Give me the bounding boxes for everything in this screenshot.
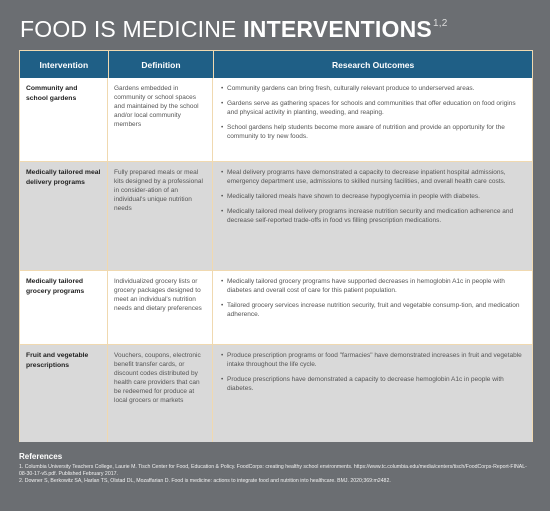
row-intervention: Medically tailored meal delivery programs <box>20 162 108 270</box>
row-intervention: Community and school gardens <box>20 78 108 161</box>
reference-item: 2. Downer S, Berkowitz SA, Harlan TS, Olstad DL, Mozaffarian D. Food is medicine: actions to integrate food and nutrition into healthcare. BMJ. 2020;369:m2482. <box>19 478 391 485</box>
table-row <box>20 270 532 344</box>
row-intervention: Fruit and vegetable prescriptions <box>20 345 108 442</box>
title-light: FOOD IS MEDICINE <box>20 16 237 42</box>
reference-item: 1. Columbia University Teachers College, Laurie M. Tisch Center for Food, Education & Policy. FoodCorps: creating healthy school environments. https://www.tc.columbia.edu/media/centers/tisch/FoodCorps-Report-FINAL-08-30-17-v5.pdf. Published February 2017. <box>19 464 527 478</box>
page-title <box>20 16 447 43</box>
outcome-item: • Community gardens can bring fresh, culturally relevant produce to underserved areas. <box>221 84 526 93</box>
title-bold: INTERVENTIONS <box>243 16 432 42</box>
table-header <box>20 51 532 78</box>
references <box>19 452 534 486</box>
outcome-item: • Produce prescription programs or food "farmacies" have demonstrated increases in fruit and vegetable intake throughout the life cycle. <box>221 351 526 369</box>
outcome-item: • Gardens serve as gathering spaces for schools and communities that offer education on food origins and physical activity in planting, weeding, and reaping. <box>221 99 526 117</box>
header-intervention: Intervention <box>20 51 109 78</box>
header-definition: Definition <box>109 51 215 78</box>
row-definition: Fully prepared meals or meal kits designed by a professional in consider-ation of an individual's unique nutrition needs <box>108 162 213 270</box>
interventions-table <box>19 50 533 442</box>
outcome-item: • Medically tailored meals have shown to decrease hypoglycemia in people with diabetes. <box>221 192 526 201</box>
row-outcomes <box>213 78 532 161</box>
row-definition: Gardens embedded in community or school spaces and maintained by the school and/or local community members <box>108 78 213 161</box>
outcome-item: • Medically tailored grocery programs have supported decreases in hemoglobin A1c in people with diabetes and overall cost of care for this patient population. <box>221 277 526 295</box>
row-outcomes <box>213 271 532 344</box>
row-definition: Vouchers, coupons, electronic benefit transfer cards, or discount codes distributed by health care providers that can be redeemed for produce at local grocers or markets <box>108 345 213 442</box>
table-row <box>20 78 532 161</box>
outcome-item: • School gardens help students become more aware of nutrition and provide an opportunity for the community to try new foods. <box>221 123 526 141</box>
table-row <box>20 344 532 442</box>
outcome-item: • Produce prescriptions have demonstrated a capacity to decrease hemoglobin A1c in people with diabetes. <box>221 375 526 393</box>
outcome-item: • Meal delivery programs have demonstrated a capacity to decrease inpatient hospital admissions, emergency department use, admissions to skilled nursing facilities, and overall health care costs. <box>221 168 526 186</box>
row-definition: Individualized grocery lists or grocery packages designed to meet an individual's nutrition needs and dietary preferences <box>108 271 213 344</box>
references-heading: References <box>19 452 63 461</box>
header-research-outcomes: Research Outcomes <box>332 59 415 70</box>
outcome-item: • Tailored grocery services increase nutrition security, fruit and vegetable consump-tion, and medication adherence. <box>221 301 526 319</box>
table-row <box>20 161 532 270</box>
row-outcomes <box>213 162 532 270</box>
outcome-item: • Medically tailored meal delivery programs increase nutrition security and medication adherence and decrease self-reported trade-offs in food vs filling prescription medications. <box>221 207 526 225</box>
title-superscript: 1,2 <box>432 18 448 29</box>
row-outcomes <box>213 345 532 442</box>
row-intervention: Medically tailored grocery programs <box>20 271 108 344</box>
